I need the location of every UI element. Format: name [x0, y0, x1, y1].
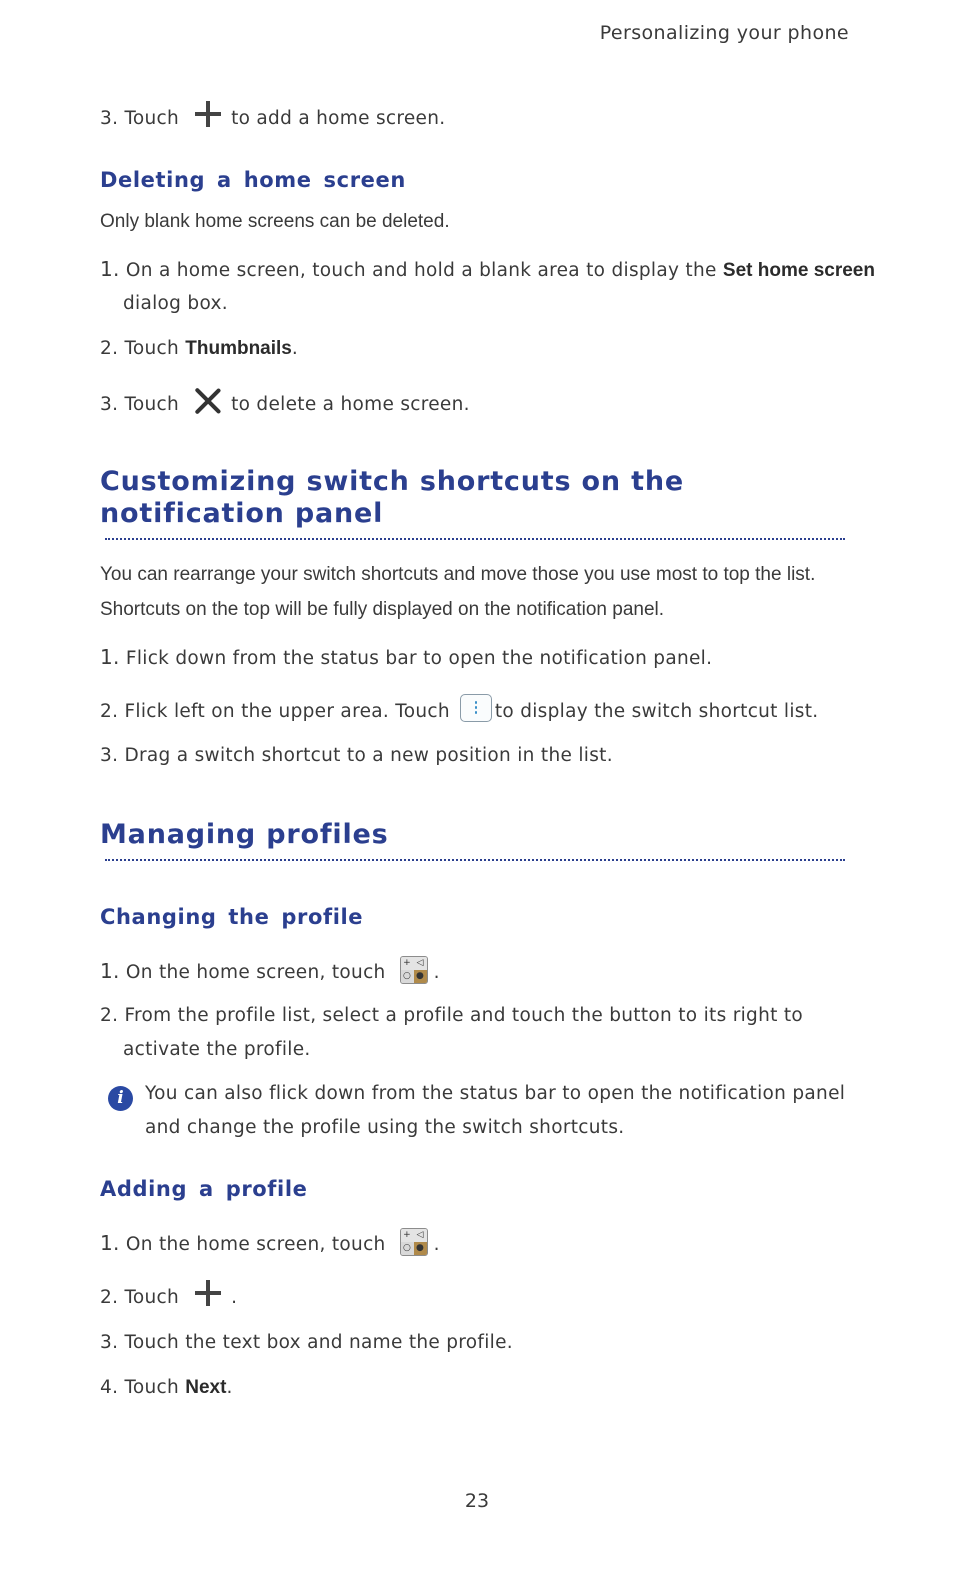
- customizing-para-2: Shortcuts on the top will be fully displayed on the notification panel.: [100, 599, 665, 620]
- step-number: 2.: [100, 1005, 119, 1026]
- step-text: Touch: [124, 338, 180, 359]
- deleting-step-1-cont: dialog box.: [123, 293, 228, 314]
- step-add-home-screen: [100, 106, 445, 132]
- tip-line-2: and change the profile using the switch shortcuts.: [145, 1117, 625, 1138]
- step-text: Drag a switch shortcut to a new position in the list.: [124, 745, 613, 766]
- adding-step-2: [100, 1285, 237, 1311]
- step-number: 2.: [100, 1287, 119, 1308]
- ui-term: Next: [185, 1377, 227, 1398]
- step-text: Touch: [124, 1377, 180, 1398]
- punctuation: .: [226, 1377, 233, 1398]
- close-icon: [193, 386, 223, 416]
- step-number: 1.: [100, 257, 120, 281]
- section-divider: [105, 859, 845, 861]
- deleting-note: Only blank home screens can be deleted.: [100, 211, 450, 232]
- step-number: 3.: [100, 108, 119, 129]
- section-title-customizing: Customizing switch shortcuts on the notification panel: [100, 466, 684, 529]
- section-title-adding: Adding a profile: [100, 1177, 308, 1201]
- customizing-step-3: [100, 743, 613, 769]
- step-text: to delete a home screen.: [231, 394, 470, 415]
- deleting-step-1: [100, 256, 875, 284]
- step-text: .: [433, 962, 440, 983]
- customizing-step-2: [100, 698, 818, 726]
- page-number: 23: [464, 1490, 490, 1512]
- step-text: .: [433, 1234, 440, 1255]
- step-number: 1.: [100, 645, 120, 669]
- step-number: 1.: [100, 1231, 120, 1255]
- deleting-step-3: [100, 390, 470, 420]
- step-text: On the home screen, touch: [125, 1234, 386, 1255]
- deleting-step-2: [100, 336, 298, 362]
- step-text: .: [231, 1287, 238, 1308]
- adding-step-4: [100, 1375, 233, 1401]
- step-number: 2.: [100, 701, 119, 722]
- section-divider: [105, 538, 845, 540]
- step-text: Touch: [124, 108, 180, 129]
- step-number: 3.: [100, 745, 119, 766]
- step-number: 3.: [100, 1332, 119, 1353]
- plus-icon: [195, 1280, 221, 1306]
- step-text: Touch the text box and name the profile.: [124, 1332, 513, 1353]
- info-icon: i: [108, 1086, 133, 1111]
- tip-line-1: You can also flick down from the status bar to open the notification panel: [145, 1083, 846, 1104]
- step-text: Touch: [124, 394, 180, 415]
- plus-icon: [195, 101, 221, 127]
- ui-term: Set home screen: [722, 260, 875, 281]
- step-text: On the home screen, touch: [125, 962, 386, 983]
- running-header: Personalizing your phone: [599, 22, 849, 44]
- step-text: to display the switch shortcut list.: [494, 701, 819, 722]
- ui-term: Thumbnails: [185, 338, 292, 359]
- customizing-step-1: [100, 644, 712, 672]
- customizing-para-1: You can rearrange your switch shortcuts and move those you use most to top the list.: [100, 564, 816, 585]
- step-text: Flick down from the status bar to open the notification panel.: [125, 648, 713, 669]
- section-title-managing: Managing profiles: [100, 819, 389, 850]
- profiles-icon: + ◁ ○ ●: [400, 1228, 428, 1256]
- adding-step-1: [100, 1230, 440, 1259]
- step-number: 1.: [100, 959, 120, 983]
- step-text: Flick left on the upper area. Touch: [124, 701, 450, 722]
- more-menu-icon: [460, 694, 492, 722]
- punctuation: .: [291, 338, 299, 359]
- section-title-changing: Changing the profile: [100, 905, 364, 929]
- step-number: 3.: [100, 394, 119, 415]
- section-title-deleting: Deleting a home screen: [100, 168, 406, 192]
- step-text: From the profile list, select a profile and touch the button to its right to: [124, 1005, 804, 1026]
- step-number: 4.: [100, 1377, 119, 1398]
- profiles-icon: + ◁ ○ ●: [400, 956, 428, 984]
- changing-step-2-cont: activate the profile.: [123, 1039, 311, 1060]
- changing-step-2: [100, 1003, 803, 1029]
- step-text: On a home screen, touch and hold a blank area to display the: [125, 260, 717, 281]
- step-number: 2.: [100, 338, 119, 359]
- changing-step-1: [100, 958, 440, 987]
- step-text: to add a home screen.: [231, 108, 446, 129]
- adding-step-3: [100, 1330, 513, 1356]
- step-text: Touch: [124, 1287, 180, 1308]
